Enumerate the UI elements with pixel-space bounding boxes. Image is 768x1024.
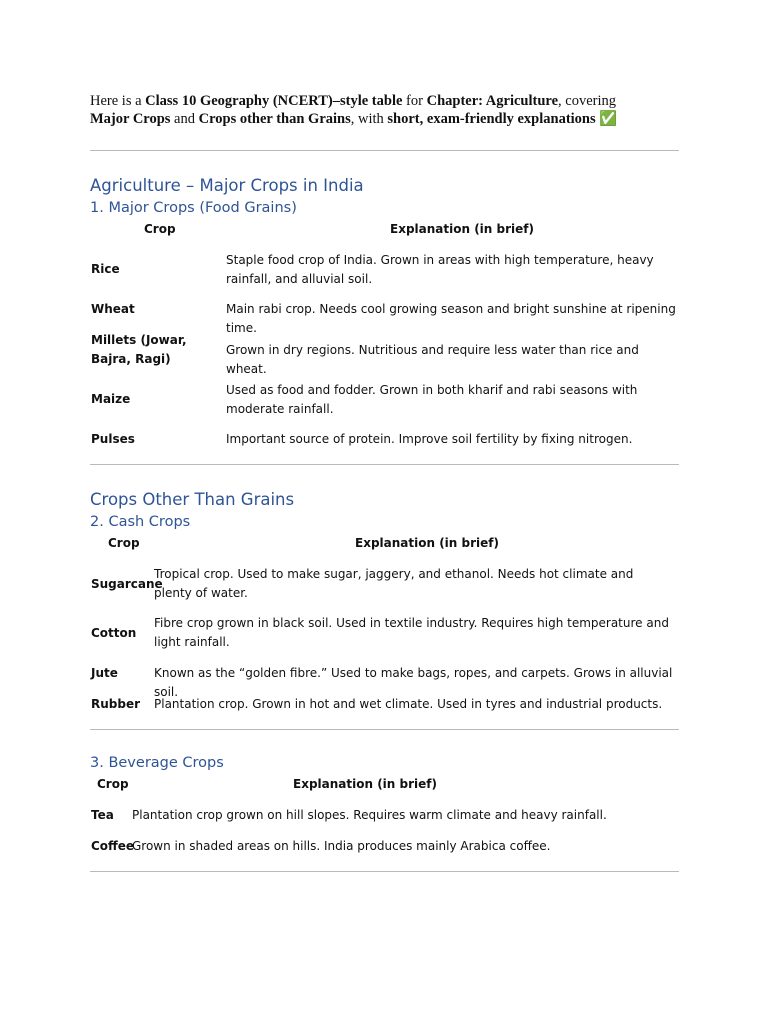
column-header-explanation: Explanation (in brief) (390, 222, 534, 236)
intro-text: and (170, 111, 199, 127)
crop-name: Cotton (91, 626, 137, 640)
crop-explanation: Tropical crop. Used to make sugar, jaggery, and ethanol. Needs hot climate and plenty of water. (154, 567, 634, 600)
crop-name: Wheat (91, 302, 135, 316)
crop-name: Rubber (91, 697, 141, 711)
crop-explanation: Main rabi crop. Needs cool growing season and bright sunshine at ripening time. (226, 302, 676, 335)
divider (90, 729, 679, 730)
crop-name: Coffee (91, 839, 135, 853)
crop-explanation: Plantation crop. Grown in hot and wet climate. Used in tyres and industrial products. (154, 697, 663, 711)
intro-text: , with (350, 111, 388, 127)
crop-explanation: Plantation crop grown on hill slopes. Requires warm climate and heavy rainfall. (132, 808, 607, 822)
crop-explanation: Grown in dry regions. Nutritious and require less water than rice and wheat. (226, 343, 639, 376)
intro-bold-chapter: Chapter: Agriculture (426, 93, 559, 109)
divider (90, 464, 679, 465)
crop-name: Rice (91, 262, 120, 276)
intro-bold-title: Class 10 Geography (NCERT)–style table (145, 93, 403, 109)
intro-bold-other-crops: Crops other than Grains (198, 111, 351, 127)
crop-explanation: Fibre crop grown in black soil. Used in textile industry. Requires high temperature and light rainfall. (154, 616, 669, 649)
divider (90, 871, 679, 872)
crop-name: Millets (Jowar, Bajra, Ragi) (91, 333, 187, 366)
column-header-explanation: Explanation (in brief) (293, 777, 437, 791)
crop-name: Maize (91, 392, 131, 406)
subheading-beverage-crops: 3. Beverage Crops (90, 755, 224, 771)
crop-name: Tea (91, 808, 114, 822)
section-heading-other-crops: Crops Other Than Grains (90, 490, 295, 509)
column-header-crop: Crop (108, 536, 140, 550)
check-icon: ✅ (595, 111, 618, 127)
crop-explanation: Known as the “golden fibre.” Used to make bags, ropes, and carpets. Grows in alluvial soil. (154, 666, 673, 699)
intro-paragraph (90, 92, 679, 128)
crop-explanation: Used as food and fodder. Grown in both kharif and rabi seasons with moderate rainfall. (226, 383, 638, 416)
column-header-crop: Crop (144, 222, 176, 236)
intro-text: for (402, 93, 427, 109)
crop-name: Sugarcane (91, 577, 163, 591)
crop-explanation: Important source of protein. Improve soil fertility by fixing nitrogen. (226, 432, 633, 446)
crop-explanation: Staple food crop of India. Grown in areas with high temperature, heavy rainfall, and alluvial soil. (226, 253, 654, 286)
crop-explanation: Grown in shaded areas on hills. India produces mainly Arabica coffee. (132, 839, 551, 853)
intro-bold-major-crops: Major Crops (90, 111, 171, 127)
subheading-food-grains: 1. Major Crops (Food Grains) (90, 200, 297, 216)
crop-name: Jute (91, 666, 118, 680)
intro-text: , covering (558, 93, 616, 109)
column-header-explanation: Explanation (in brief) (355, 536, 499, 550)
section-heading-major-crops: Agriculture – Major Crops in India (90, 176, 364, 195)
crop-name: Pulses (91, 432, 135, 446)
column-header-crop: Crop (97, 777, 129, 791)
subheading-cash-crops: 2. Cash Crops (90, 514, 191, 530)
intro-bold-explanations: short, exam-friendly explanations (387, 111, 596, 127)
divider (90, 150, 679, 151)
intro-text: Here is a (90, 93, 146, 109)
